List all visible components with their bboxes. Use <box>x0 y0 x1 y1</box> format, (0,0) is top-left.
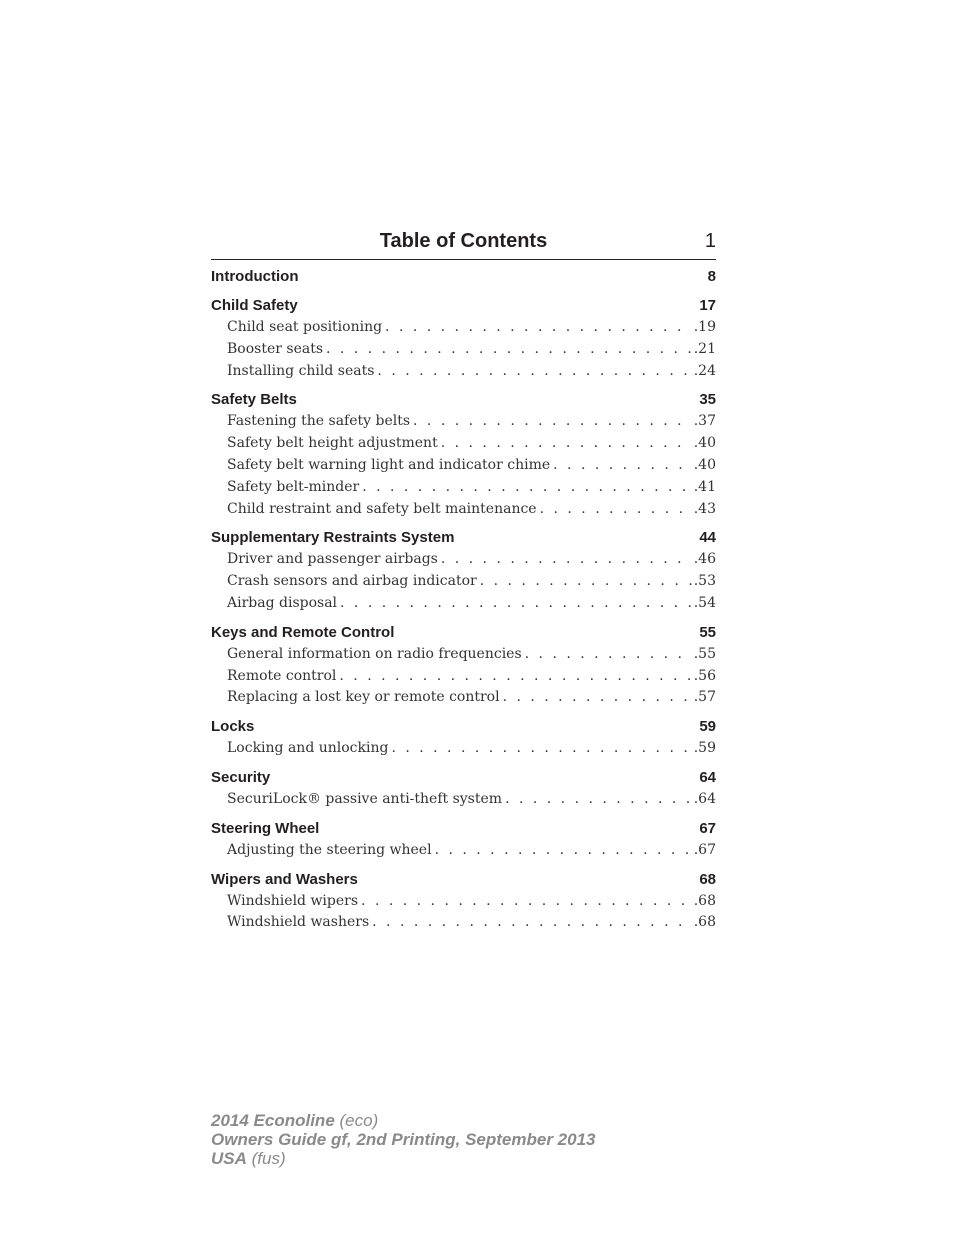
entry-page-number: .19 <box>693 319 716 335</box>
entry-page-number: .55 <box>693 645 716 662</box>
toc-section-heading[interactable] <box>211 818 716 840</box>
entry-label: Windshield wipers <box>227 892 359 909</box>
document-footer <box>211 1111 595 1168</box>
section-title: Security <box>211 768 271 786</box>
entry-page-number: .43 <box>693 500 716 517</box>
dot-leader <box>435 840 692 862</box>
entry-page-number: .57 <box>693 689 716 706</box>
dot-leader <box>441 433 692 455</box>
toc-entry[interactable] <box>211 789 716 811</box>
section-page-number: 17 <box>699 297 716 314</box>
entry-label: Adjusting the steering wheel <box>227 841 432 858</box>
entry-page-number: .67 <box>693 841 716 858</box>
toc-entry[interactable] <box>211 317 716 339</box>
footer-line-3: USA (fus) <box>211 1149 286 1168</box>
dot-leader <box>503 687 692 709</box>
toc-entry[interactable] <box>211 687 716 709</box>
toc-entry[interactable] <box>211 361 716 383</box>
entry-label: Child seat positioning <box>227 319 383 335</box>
dot-leader <box>362 477 692 499</box>
entry-label: Remote control <box>227 667 337 684</box>
section-title: Locks <box>211 718 255 736</box>
entry-page-number: .46 <box>693 551 716 568</box>
table-of-contents <box>211 266 716 941</box>
toc-section <box>211 622 716 709</box>
toc-entry[interactable] <box>211 666 716 688</box>
footer-line-2: Owners Guide gf, 2nd Printing, September 2013 <box>211 1130 596 1149</box>
entry-label: Booster seats <box>227 340 324 357</box>
dot-leader <box>340 593 692 615</box>
toc-entry[interactable] <box>211 840 716 862</box>
entry-label: Crash sensors and airbag indicator <box>227 573 477 590</box>
section-title: Wipers and Washers <box>211 870 358 888</box>
toc-section-heading[interactable] <box>211 266 716 288</box>
toc-section <box>211 266 716 288</box>
toc-entry[interactable] <box>211 499 716 521</box>
dot-leader <box>377 361 691 383</box>
toc-entry[interactable] <box>211 411 716 433</box>
entry-page-number: .21 <box>693 340 716 357</box>
toc-section-heading[interactable] <box>211 527 716 549</box>
toc-section <box>211 295 716 382</box>
entry-label: Installing child seats <box>227 362 375 379</box>
entry-page-number: .41 <box>693 478 716 495</box>
toc-section-heading[interactable] <box>211 295 716 317</box>
page-header <box>211 229 716 260</box>
toc-section <box>211 869 716 935</box>
entry-page-number: .68 <box>693 892 716 909</box>
toc-entry[interactable] <box>211 455 716 477</box>
dot-leader <box>525 644 692 666</box>
dot-leader <box>372 912 692 934</box>
entry-page-number: .59 <box>693 740 716 757</box>
toc-section <box>211 389 716 520</box>
toc-entry[interactable] <box>211 477 716 499</box>
dot-leader <box>339 666 691 688</box>
section-title: Steering Wheel <box>211 819 320 837</box>
toc-section <box>211 716 716 760</box>
section-page-number: 35 <box>699 391 716 409</box>
section-title: Keys and Remote Control <box>211 623 395 641</box>
section-title: Supplementary Restraints System <box>211 529 455 547</box>
section-title: Child Safety <box>211 297 298 314</box>
section-page-number: 8 <box>707 268 716 285</box>
entry-label: SecuriLock® passive anti-theft system <box>227 790 503 807</box>
entry-page-number: .40 <box>693 435 716 452</box>
dot-leader <box>480 571 692 593</box>
entry-label: Locking and unlocking <box>227 740 389 757</box>
toc-entry[interactable] <box>211 891 716 913</box>
section-page-number: 67 <box>699 819 716 837</box>
dot-leader <box>413 411 692 433</box>
section-page-number: 64 <box>699 768 716 786</box>
toc-entry[interactable] <box>211 738 716 760</box>
entry-page-number: .56 <box>693 667 716 684</box>
toc-entry[interactable] <box>211 912 716 934</box>
entry-label: Replacing a lost key or remote control <box>227 689 500 706</box>
toc-entry[interactable] <box>211 571 716 593</box>
dot-leader <box>385 317 692 339</box>
page-number: 1 <box>704 230 716 252</box>
toc-entry[interactable] <box>211 549 716 571</box>
entry-label: Driver and passenger airbags <box>227 551 438 568</box>
entry-label: Safety belt warning light and indicator chime <box>227 456 551 473</box>
toc-section <box>211 767 716 811</box>
toc-section <box>211 527 716 614</box>
section-page-number: 68 <box>699 870 716 888</box>
entry-label: Child restraint and safety belt maintenance <box>227 500 537 517</box>
entry-label: General information on radio frequencies <box>227 645 522 662</box>
entry-page-number: .40 <box>693 456 716 473</box>
dot-leader <box>361 891 692 913</box>
entry-label: Airbag disposal <box>227 594 338 611</box>
toc-section <box>211 818 716 862</box>
entry-page-number: .53 <box>693 573 716 590</box>
entry-page-number: .64 <box>693 790 716 807</box>
footer-line-1: 2014 Econoline (eco) <box>211 1111 379 1130</box>
dot-leader <box>391 738 691 760</box>
section-page-number: 44 <box>699 529 716 547</box>
toc-entry[interactable] <box>211 433 716 455</box>
dot-leader <box>441 549 692 571</box>
toc-section-heading[interactable] <box>211 767 716 789</box>
entry-page-number: .54 <box>693 594 716 611</box>
entry-label: Safety belt height adjustment <box>227 435 438 452</box>
entry-page-number: .68 <box>693 914 716 931</box>
toc-entry[interactable] <box>211 339 716 361</box>
toc-entry[interactable] <box>211 593 716 615</box>
page-title: Table of Contents <box>379 230 548 252</box>
entry-label: Fastening the safety belts <box>227 413 411 430</box>
entry-label: Safety belt-minder <box>227 478 360 495</box>
section-page-number: 55 <box>699 623 716 641</box>
toc-section-heading[interactable] <box>211 716 716 738</box>
entry-label: Windshield washers <box>227 914 370 931</box>
entry-page-number: .37 <box>693 413 716 430</box>
toc-section-heading[interactable] <box>211 869 716 891</box>
section-title: Introduction <box>211 268 299 285</box>
dot-leader <box>326 339 692 361</box>
section-title: Safety Belts <box>211 391 297 409</box>
dot-leader <box>540 499 692 521</box>
section-page-number: 59 <box>699 718 716 736</box>
toc-section-heading[interactable] <box>211 622 716 644</box>
toc-section-heading[interactable] <box>211 389 716 411</box>
dot-leader <box>505 789 692 811</box>
toc-entry[interactable] <box>211 644 716 666</box>
dot-leader <box>553 455 692 477</box>
entry-page-number: .24 <box>693 362 716 379</box>
